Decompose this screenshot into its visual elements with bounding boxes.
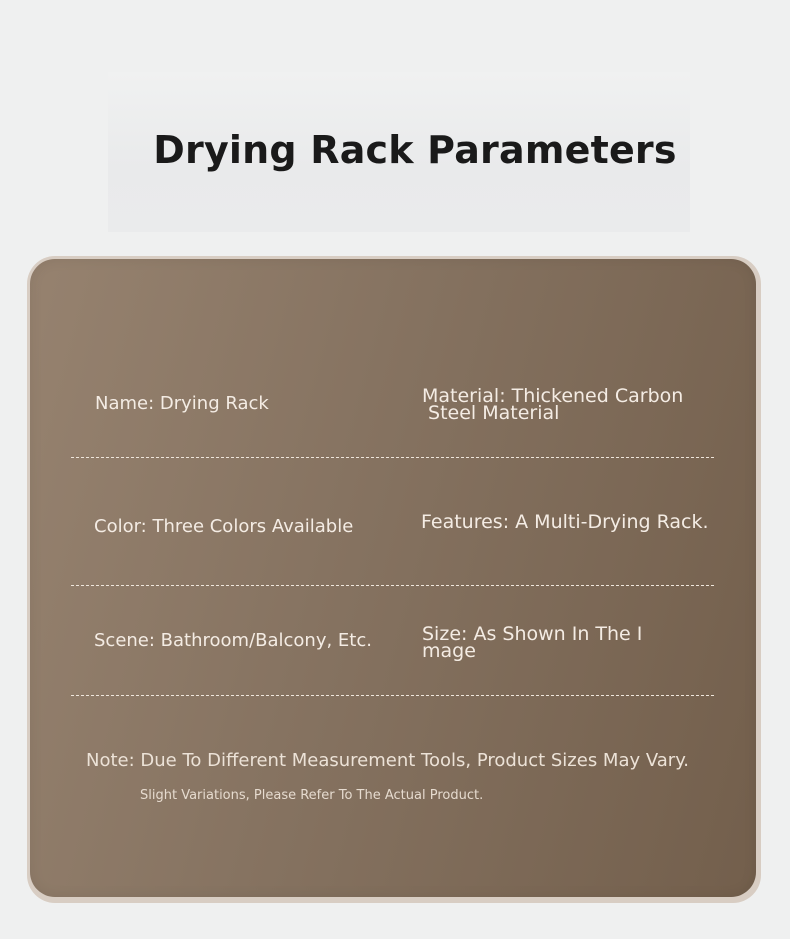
param-features: Features: A Multi-Drying Rack. <box>421 511 709 533</box>
param-size-line1: Size: As Shown In The I <box>422 623 643 645</box>
note-subtext: Slight Variations, Please Refer To The Actual Product. <box>140 788 484 803</box>
param-scene: Scene: Bathroom/Balcony, Etc. <box>94 630 372 651</box>
param-color: Color: Three Colors Available <box>94 516 354 537</box>
note-text: Note: Due To Different Measurement Tools, Product Sizes May Vary. <box>86 750 690 771</box>
row-divider <box>71 585 714 586</box>
param-size-line2: mage <box>422 640 476 662</box>
page-title: Drying Rack Parameters <box>153 128 677 172</box>
row-divider <box>71 457 714 458</box>
param-material-line2: Steel Material <box>422 402 560 424</box>
param-name: Name: Drying Rack <box>95 393 269 414</box>
row-divider <box>71 695 714 696</box>
param-material-line1: Material: Thickened Carbon <box>422 385 684 407</box>
